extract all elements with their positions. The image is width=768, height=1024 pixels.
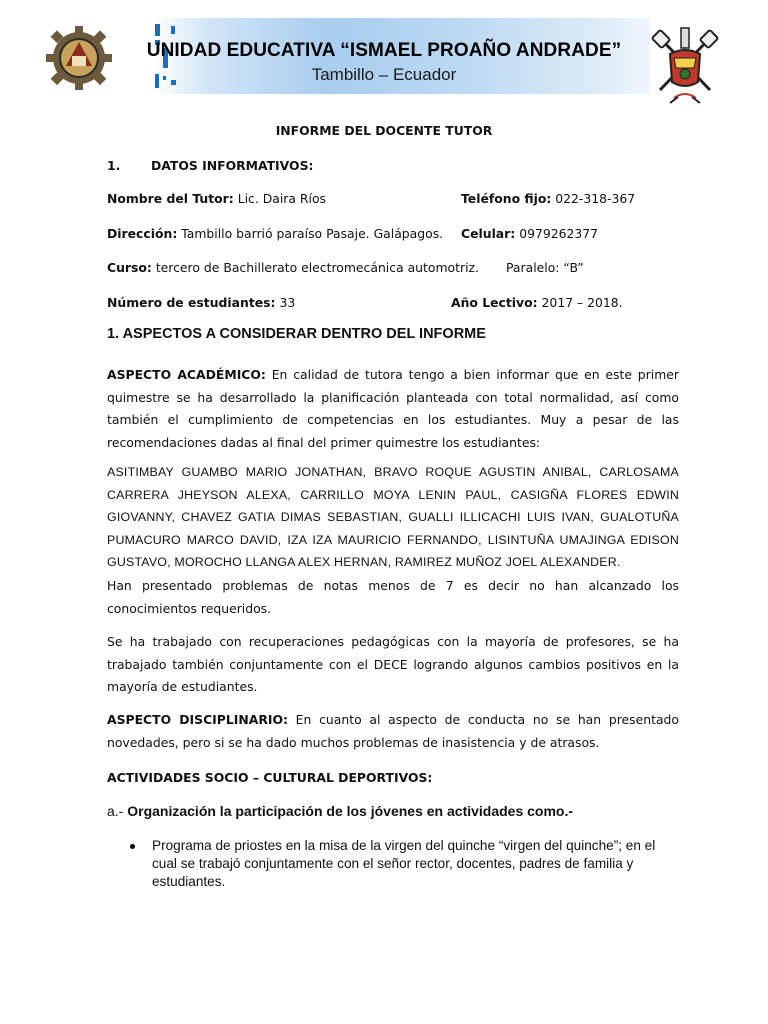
address-value: Tambillo barrió paraíso Pasaje. Galápagos. xyxy=(177,226,444,241)
cell-value: 0979262377 xyxy=(515,226,599,241)
section2-heading: 1. ASPECTOS A CONSIDERAR DENTRO DEL INFORME xyxy=(107,326,486,342)
students-value: 33 xyxy=(275,295,296,310)
section1-number: 1. xyxy=(107,158,121,173)
academic-paragraph xyxy=(107,364,679,454)
phone-label: Teléfono fijo: xyxy=(461,191,552,206)
sub-a-title: Organización la participación de los jóvenes en actividades como.- xyxy=(123,803,574,819)
cell-label: Celular: xyxy=(461,226,516,241)
course-value: tercero de Bachillerato electromecánica automotriz. xyxy=(151,260,479,275)
parallel-field xyxy=(506,259,584,276)
phone-field xyxy=(461,190,635,207)
parallel-value: “B” xyxy=(559,260,584,275)
tutor-field xyxy=(107,190,326,207)
bullet-dot-icon xyxy=(130,844,135,849)
academic-label: ASPECTO ACADÉMICO: xyxy=(107,367,266,382)
sub-a-prefix: a.- xyxy=(107,803,124,819)
school-location: Tambillo – Ecuador xyxy=(311,65,457,84)
recovery-paragraph: Se ha trabajado con recuperaciones pedagógicas con la mayoría de profesores, se ha trabajado también conjuntamente con el DECE logrando algunos cambios positivos en la mayoría de estudiantes. xyxy=(107,634,679,694)
students-field xyxy=(107,294,295,311)
activities-heading: ACTIVIDADES SOCIO – CULTURAL DEPORTIVOS: xyxy=(107,770,433,785)
students-label: Número de estudiantes: xyxy=(107,295,276,310)
course-field xyxy=(107,259,479,276)
discipline-paragraph xyxy=(107,709,679,754)
tutor-label: Nombre del Tutor: xyxy=(107,191,234,206)
problems-paragraph: Han presentado problemas de notas menos de 7 es decir no han alcanzado los conocimientos requeridos. xyxy=(107,578,679,616)
address-field xyxy=(107,225,443,242)
discipline-text: En cuanto al aspecto de conducta no se han presentado novedades, pero si se ha dado muchos problemas de inasistencia y de atrasos. xyxy=(107,712,679,750)
bullet-item: Programa de priostes en la misa de la virgen del quinche “virgen del quinche”; en el cual se trabajó conjuntamente con el señor rector, docentes, padres de familia y estudiantes. xyxy=(152,838,656,889)
cell-field xyxy=(461,225,598,242)
academic-text: En calidad de tutora tengo a bien informar que en este primer quimestre se ha desarrollado la planificación planteada con total normalidad, así como también el cumplimiento de competencias en los estudiantes. Muy a pesar de las recomendaciones dadas al final del primer quimestre los estudiantes: xyxy=(107,367,680,450)
course-label: Curso: xyxy=(107,260,152,275)
mechanics-pistons-emblem-icon xyxy=(650,24,720,108)
year-value: 2017 – 2018. xyxy=(537,295,623,310)
tutor-value: Lic. Daira Ríos xyxy=(233,191,327,206)
school-name: UNIDAD EDUCATIVA “ISMAEL PROAÑO ANDRADE” xyxy=(146,40,622,61)
year-field xyxy=(451,294,623,311)
document-title: INFORME DEL DOCENTE TUTOR xyxy=(275,123,493,138)
students-list: ASITIMBAY GUAMBO MARIO JONATHAN, BRAVO ROQUE AGUSTIN ANIBAL, CARLOSAMA CARRERA JHEYSON ALEXA, CARRILLO MOYA LENIN PAUL, CASIGÑA FLORES EDWIN GIOVANNY, CHAVEZ GATIA DIMAS SEBASTIAN, GUALLI ILLICACHI LUIS IVAN, GUALOTUÑA PUMACURO MARCO DAVID, IZA IZA MAURICIO FERNANDO, LISINTUÑA UMAJINGA EDISON GUSTAVO, MOROCHO LLANGA ALEX HERNAN, RAMIREZ MUÑOZ JOEL ALEXANDER. xyxy=(107,465,679,569)
parallel-label: Paralelo: xyxy=(506,260,560,275)
discipline-label: ASPECTO DISCIPLINARIO: xyxy=(107,712,288,727)
year-label: Año Lectivo: xyxy=(451,295,538,310)
address-label: Dirección: xyxy=(107,226,178,241)
phone-value: 022-318-367 xyxy=(551,191,636,206)
sub-section-a xyxy=(107,803,573,819)
section1-title: DATOS INFORMATIVOS: xyxy=(151,158,314,173)
